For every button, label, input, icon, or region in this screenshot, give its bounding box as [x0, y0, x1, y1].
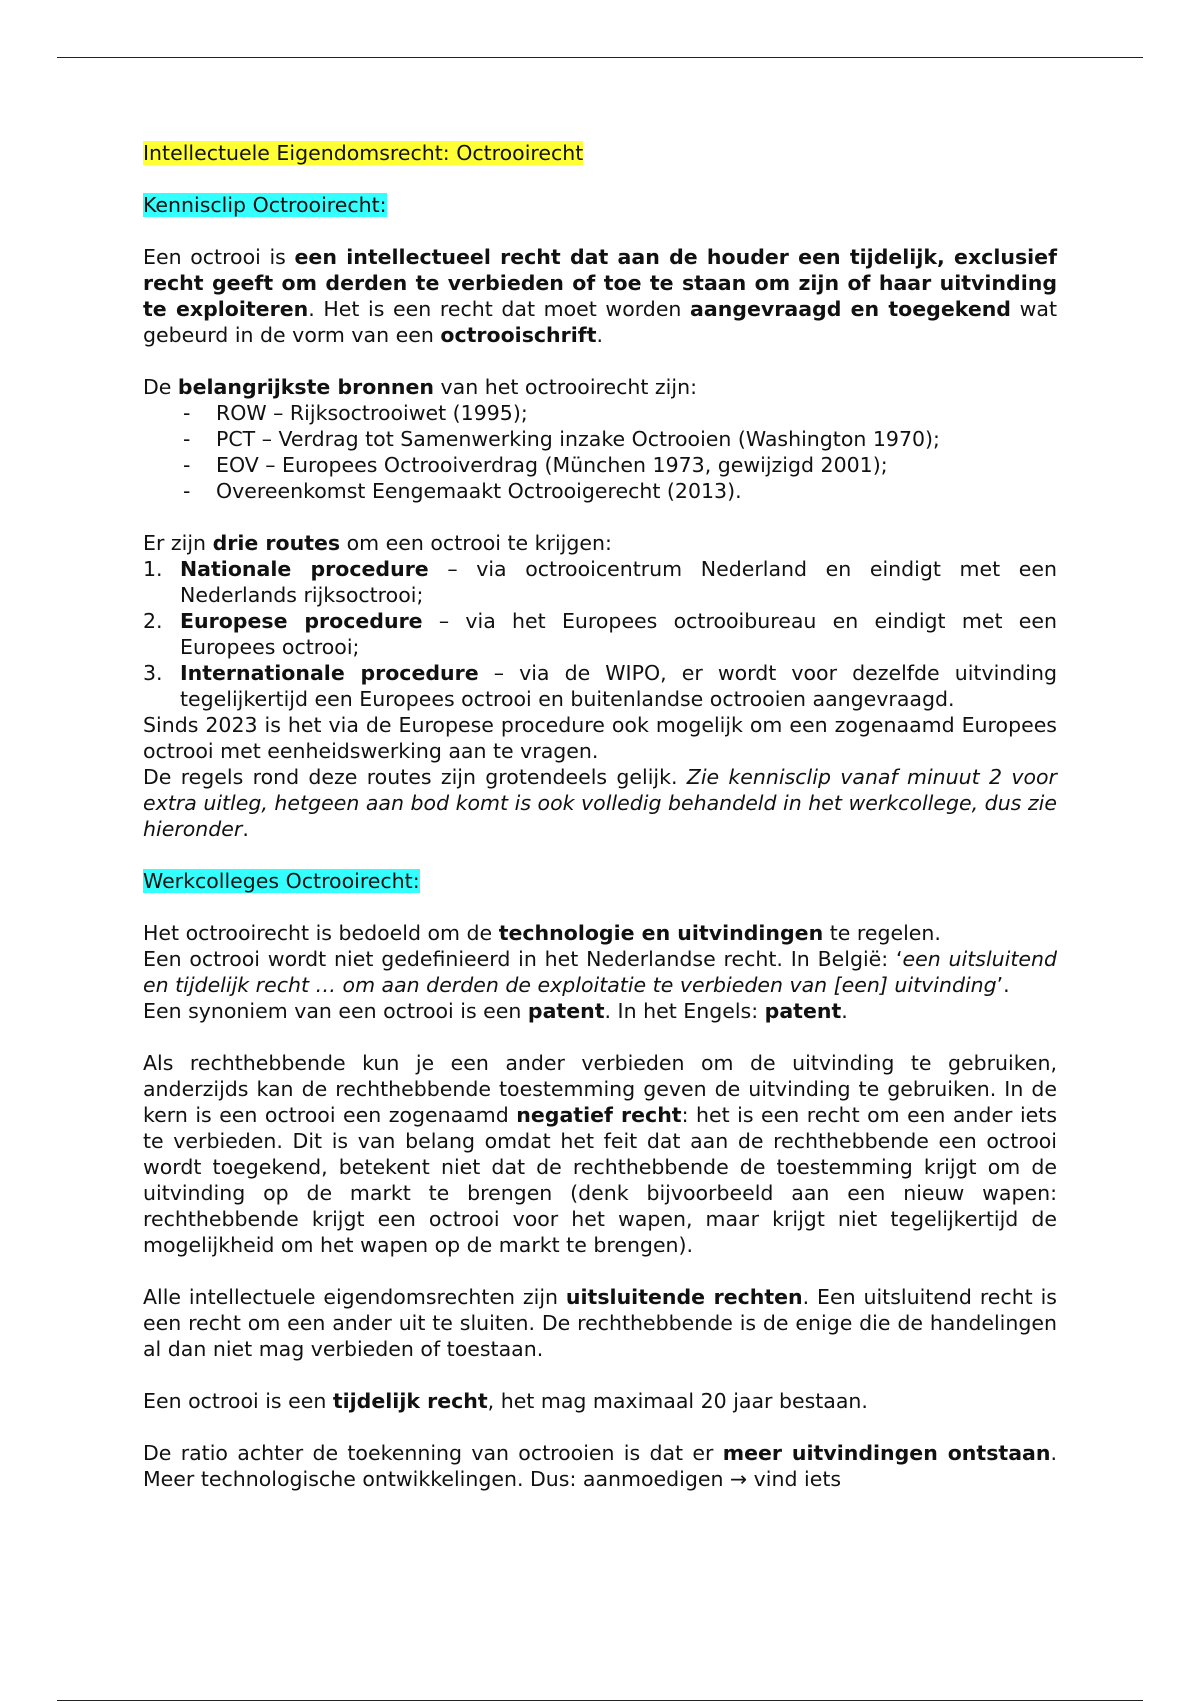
list-item: 3. Internationale procedure – via de WIPO, er wordt voor dezelfde uitvinding tegelijkertijd een Europees octrooi en buitenlandse octrooien aangevraagd.: [143, 661, 1057, 711]
top-rule: [57, 57, 1143, 58]
purpose-paragraph: Het octrooirecht is bedoeld om de technologie en uitvindingen te regelen.: [143, 921, 941, 945]
list-item: - Overeenkomst Eengemaakt Octrooigerecht (2013).: [183, 478, 1057, 504]
section-heading-werkcolleges: Werkcolleges Octrooirecht:: [143, 869, 420, 893]
routes-intro: Er zijn drie routes om een octrooi te krijgen:: [143, 531, 612, 555]
sources-intro: De belangrijkste bronnen van het octrooirecht zijn:: [143, 375, 697, 399]
list-item: - PCT – Verdrag tot Samenwerking inzake Octrooien (Washington 1970);: [183, 426, 1057, 452]
synonym-paragraph: Een synoniem van een octrooi is een patent. In het Engels: patent.: [143, 999, 848, 1023]
exclusive-rights-paragraph: Alle intellectuele eigendomsrechten zijn uitsluitende rechten. Een uitsluitend recht is een recht om een ander uit te sluiten. De rechthebbende is de enige die de handelingen al dan niet mag verbieden of toestaan.: [143, 1285, 1057, 1361]
document-title: Intellectuele Eigendomsrecht: Octrooirecht: [143, 141, 584, 165]
definition-paragraph: Een octrooi is een intellectueel recht dat aan de houder een tijdelijk, exclusief recht geeft om derden te verbieden of toe te staan om zijn of haar uitvinding te exploiteren. Het is een recht dat moet worden aangevraagd en toegekend wat gebeurd in de vorm van een octrooischrift.: [143, 245, 1058, 347]
routes-note-rules: De regels rond deze routes zijn grotendeels gelijk. Zie kennisclip vanaf minuut 2 voor extra uitleg, hetgeen aan bod komt is ook volledig behandeld in het werkcollege, dus zie hieronder.: [143, 765, 1057, 841]
sources-list: [143, 400, 1057, 504]
negative-right-paragraph: Als rechthebbende kun je een ander verbieden om de uitvinding te gebruiken, anderzijds kan de rechthebbende toestemming geven de uitvinding te gebruiken. In de kern is een octrooi een zogenaamd negatief recht: het is een recht om een ander iets te verbieden. Dit is van belang omdat het feit dat aan de rechthebbende een octrooi wordt toegekend, betekent niet dat de rechthebbende de toestemming krijgt om de uitvinding op de markt te brengen (denk bijvoorbeeld aan een nieuw wapen: rechthebbende krijgt een octrooi voor het wapen, maar krijgt niet tegelijkertijd de mogelijkheid om het wapen op de markt te brengen).: [143, 1051, 1058, 1257]
list-item: - ROW – Rijksoctrooiwet (1995);: [183, 400, 1057, 426]
temporary-right-paragraph: Een octrooi is een tijdelijk recht, het mag maximaal 20 jaar bestaan.: [143, 1389, 868, 1413]
routes-list: [143, 556, 1057, 712]
belgium-definition-paragraph: Een octrooi wordt niet gedefinieerd in het Nederlandse recht. In België: ‘een uitsluitend en tijdelijk recht … om aan derden de exploitatie te verbieden van [een] uitvinding’.: [143, 947, 1057, 997]
document-page: [143, 140, 1057, 1492]
list-item: 2. Europese procedure – via het Europees octrooibureau en eindigt met een Europees octrooi;: [143, 609, 1057, 659]
list-item: 1. Nationale procedure – via octrooicentrum Nederland en eindigt met een Nederlands rijksoctrooi;: [143, 557, 1058, 607]
routes-note-2023: Sinds 2023 is het via de Europese procedure ook mogelijk om een zogenaamd Europees octrooi met eenheidswerking aan te vragen.: [143, 713, 1057, 763]
ratio-paragraph: De ratio achter de toekenning van octrooien is dat er meer uitvindingen ontstaan. Meer technologische ontwikkelingen. Dus: aanmoedigen → vind iets: [143, 1441, 1057, 1491]
section-heading-kennisclip: Kennisclip Octrooirecht:: [143, 193, 387, 217]
list-item: - EOV – Europees Octrooiverdrag (München 1973, gewijzigd 2001);: [183, 452, 1057, 478]
